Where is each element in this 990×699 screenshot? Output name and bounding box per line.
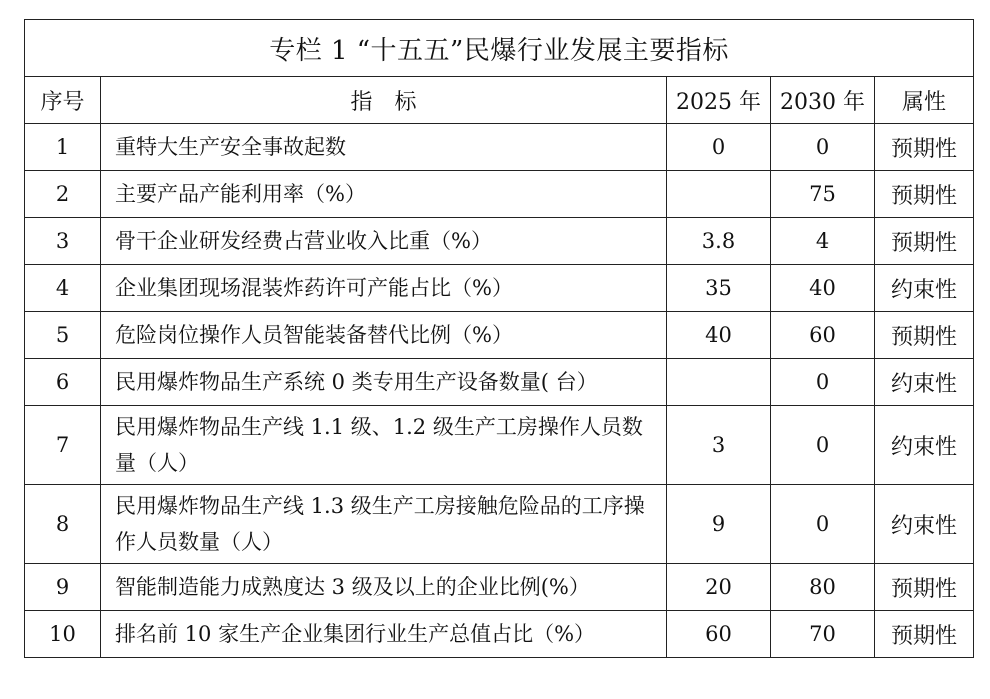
row-attribute: 约束性 — [875, 485, 974, 564]
row-2025-value: 20 — [667, 564, 771, 611]
row-indicator: 主要产品产能利用率（%） — [101, 171, 667, 218]
row-2030-value: 0 — [771, 359, 875, 406]
row-attribute: 预期性 — [875, 611, 974, 658]
title-row — [25, 20, 974, 77]
row-2030-value: 0 — [771, 124, 875, 171]
header-indicator: 指 标 — [101, 77, 667, 124]
row-seq: 2 — [25, 171, 101, 218]
row-indicator: 智能制造能力成熟度达 3 级及以上的企业比例(%） — [101, 564, 667, 611]
row-attribute: 约束性 — [875, 406, 974, 485]
row-indicator: 骨干企业研发经费占营业收入比重（%） — [101, 218, 667, 265]
row-seq: 9 — [25, 564, 101, 611]
header-attribute: 属性 — [875, 77, 974, 124]
row-2025-value: 40 — [667, 312, 771, 359]
row-attribute: 预期性 — [875, 171, 974, 218]
row-attribute: 约束性 — [875, 265, 974, 312]
row-2025-value: 60 — [667, 611, 771, 658]
row-attribute: 预期性 — [875, 218, 974, 265]
row-indicator: 民用爆炸物品生产系统 0 类专用生产设备数量( 台） — [101, 359, 667, 406]
table-row — [25, 312, 974, 359]
header-row — [25, 77, 974, 124]
row-seq: 7 — [25, 406, 101, 485]
row-indicator: 企业集团现场混装炸药许可产能占比（%） — [101, 265, 667, 312]
row-2030-value: 70 — [771, 611, 875, 658]
row-attribute: 预期性 — [875, 564, 974, 611]
row-2030-value: 0 — [771, 406, 875, 485]
row-seq: 3 — [25, 218, 101, 265]
row-indicator: 排名前 10 家生产企业集团行业生产总值占比（%） — [101, 611, 667, 658]
row-attribute: 预期性 — [875, 312, 974, 359]
row-indicator: 民用爆炸物品生产线 1.3 级生产工房接触危险品的工序操作人员数量（人） — [101, 485, 667, 564]
table-row — [25, 265, 974, 312]
table-title: 专栏 1 “十五五”民爆行业发展主要指标 — [25, 20, 974, 77]
row-attribute: 预期性 — [875, 124, 974, 171]
row-indicator: 重特大生产安全事故起数 — [101, 124, 667, 171]
row-seq: 1 — [25, 124, 101, 171]
row-2025-value — [667, 359, 771, 406]
table-row — [25, 406, 974, 485]
row-2025-value: 3 — [667, 406, 771, 485]
table-row — [25, 485, 974, 564]
indicators-table — [24, 19, 974, 658]
row-2025-value — [667, 171, 771, 218]
row-seq: 8 — [25, 485, 101, 564]
table-row — [25, 611, 974, 658]
header-2025: 2025 年 — [667, 77, 771, 124]
row-2030-value: 40 — [771, 265, 875, 312]
row-2030-value: 80 — [771, 564, 875, 611]
table-row — [25, 359, 974, 406]
row-2030-value: 4 — [771, 218, 875, 265]
table-row — [25, 218, 974, 265]
row-seq: 6 — [25, 359, 101, 406]
row-2030-value: 60 — [771, 312, 875, 359]
row-2025-value: 9 — [667, 485, 771, 564]
header-seq: 序号 — [25, 77, 101, 124]
row-seq: 4 — [25, 265, 101, 312]
row-2030-value: 75 — [771, 171, 875, 218]
row-2030-value: 0 — [771, 485, 875, 564]
row-attribute: 约束性 — [875, 359, 974, 406]
table-row — [25, 171, 974, 218]
row-2025-value: 35 — [667, 265, 771, 312]
header-2030: 2030 年 — [771, 77, 875, 124]
row-2025-value: 0 — [667, 124, 771, 171]
row-seq: 10 — [25, 611, 101, 658]
row-2025-value: 3.8 — [667, 218, 771, 265]
row-seq: 5 — [25, 312, 101, 359]
table-row — [25, 124, 974, 171]
table-row — [25, 564, 974, 611]
row-indicator: 民用爆炸物品生产线 1.1 级、1.2 级生产工房操作人员数量（人） — [101, 406, 667, 485]
row-indicator: 危险岗位操作人员智能装备替代比例（%） — [101, 312, 667, 359]
